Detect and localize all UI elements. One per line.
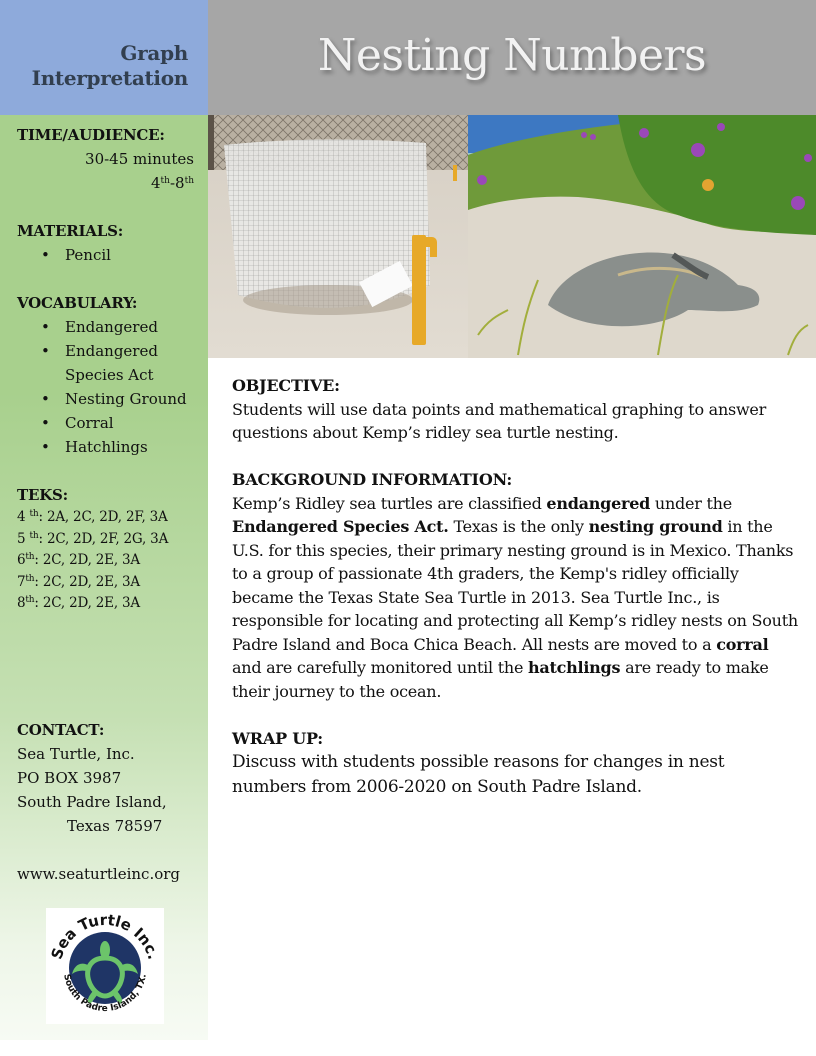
teks-row: 7th: 2C, 2D, 2E, 3A [17,573,140,590]
contact-state-zip: Texas 78597 [67,816,163,835]
wrap-up-text: Discuss with students possible reasons for changes in nest numbers from 2006-2020 on South Padre Island. [232,752,725,797]
list-item: • Endangered Species Act [41,339,208,387]
duration: 30-45 minutes [85,150,194,168]
materials-heading: MATERIALS: [17,222,124,240]
term-corral: corral [716,634,769,654]
teks-heading: TEKS: [17,486,69,504]
materials-list [17,243,208,267]
sidebar-header-line2: Interpretation [31,66,188,90]
objective-heading: OBJECTIVE: [232,376,340,395]
turtle-logo-icon [46,908,164,1024]
vocabulary-list [17,315,208,459]
website-link[interactable]: www.seaturtleinc.org [17,864,181,883]
objective-text: Students will use data points and mathematical graphing to answer questions about Kemp’s ridley sea turtle nesting. [232,399,767,442]
contact-heading: CONTACT: [17,720,105,739]
objective-section [232,374,802,445]
time-audience-heading: TIME/AUDIENCE: [17,126,165,144]
teks-row: 4 $^{th}$: 2A, 2C, 2D, 2F, 3A [17,509,168,525]
wrap-up-heading: WRAP UP: [232,728,324,748]
sidebar-header-line1: Graph [120,41,188,65]
grade-range: 4th-8th [150,174,194,192]
svg-text:South Padre Island, TX.: South Padre Island, TX. [61,973,149,1015]
background-heading: BACKGROUND INFORMATION: [232,470,513,489]
page-title: Nesting Numbers [317,30,707,81]
vocabulary-heading: VOCABULARY: [17,294,138,312]
list-item: • Nesting Ground [41,387,208,411]
teks-row: 5 $^{th}$: 2C, 2D, 2F, 2G, 3A [17,530,169,547]
teks-row: 6th: 2C, 2D, 2E, 3A [17,552,140,568]
contact-po-box: PO BOX 3987 [17,768,122,787]
list-item: • Pencil [41,243,208,267]
sea-turtle-inc-logo [46,908,164,1024]
list-item: • Endangered [41,315,208,339]
kemps-ridley-turtle-photo [468,115,816,358]
term-nesting-ground: nesting ground [588,517,723,536]
sidebar [0,115,208,1040]
term-hatchlings: hatchlings [528,658,621,677]
svg-text:Sea Turtle Inc.: Sea Turtle Inc. [47,910,163,962]
background-section [232,468,802,703]
title-bar [208,0,816,115]
term-endangered-species-act: Endangered Species Act. [232,517,449,536]
main-content [232,374,802,824]
contact-org: Sea Turtle, Inc. [17,744,135,763]
nest-corral-photo [208,115,468,358]
term-endangered: endangered [546,493,651,513]
list-item: • Hatchlings [41,435,208,459]
background-text: Kemp’s Ridley sea turtles are classified endangered under the Endangered Species Act. Texas is the only nesting ground in the U.S. for this species, their primary nesting ground is in Mexico. Thanks to a group of passionate 4th graders, the Kemp's ridley officially became the Texas State Sea Turtle in 2013. Sea Turtle Inc., is responsible for locating and protecting all Kemp’s ridley nests on South Padre Island and Boca Chica Beach. All nests are moved to a corral and are carefully monitored until the hatchlings are ready to make their journey to the ocean. [232,493,798,701]
sidebar-header [0,0,208,115]
teks-list [17,507,208,615]
teks-row: 8th: 2C, 2D, 2E, 3A [17,595,140,611]
contact-city: South Padre Island, [17,792,167,811]
list-item: • Corral [41,411,208,435]
wrap-up-section [232,727,802,801]
